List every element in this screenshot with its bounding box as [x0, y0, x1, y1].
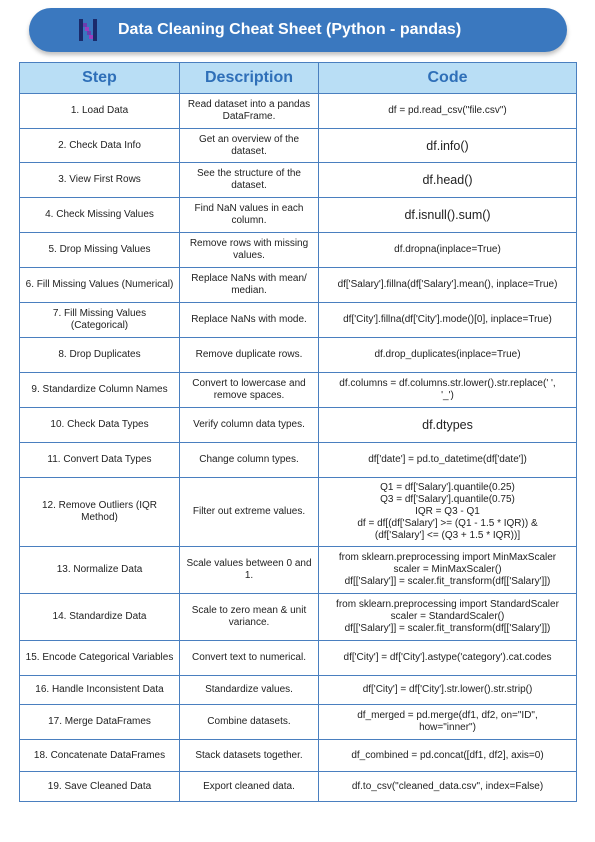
table-row	[20, 641, 577, 676]
code-cell	[319, 408, 577, 443]
step-cell: 8. Drop Duplicates	[20, 338, 180, 373]
code-cell	[319, 268, 577, 303]
table-row	[20, 676, 577, 705]
code-line: how="inner")	[419, 722, 476, 733]
table-row	[20, 233, 577, 268]
code-line: from sklearn.preprocessing import StandardScaler	[336, 599, 559, 610]
description-cell: Change column types.	[180, 443, 319, 478]
page-title: Data Cleaning Cheat Sheet (Python - pandas)	[118, 21, 462, 38]
table-row	[20, 338, 577, 373]
code-cell	[319, 233, 577, 268]
table-row	[20, 163, 577, 198]
table-row	[20, 547, 577, 594]
table-row	[20, 478, 577, 547]
code-cell	[319, 772, 577, 802]
code-cell	[319, 478, 577, 547]
code-cell	[319, 705, 577, 740]
table-row	[20, 198, 577, 233]
code-line: df = df[(df['Salary'] >= (Q1 - 1.5 * IQR)) &	[357, 518, 538, 529]
step-cell: 5. Drop Missing Values	[20, 233, 180, 268]
code-line: Q3 = df['Salary'].quantile(0.75)	[380, 494, 515, 505]
code-line: df.head()	[422, 173, 473, 187]
description-cell: Verify column data types.	[180, 408, 319, 443]
code-line: IQR = Q3 - Q1	[415, 506, 480, 517]
code-line: scaler = MinMaxScaler()	[393, 564, 502, 575]
code-line: df['City'] = df['City'].astype('category').cat.codes	[343, 652, 552, 663]
description-cell: See the structure of the dataset.	[180, 163, 319, 198]
code-cell	[319, 676, 577, 705]
code-cell	[319, 303, 577, 338]
step-cell: 4. Check Missing Values	[20, 198, 180, 233]
code-line: df[['Salary']] = scaler.fit_transform(df[['Salary']])	[344, 623, 551, 634]
step-cell: 10. Check Data Types	[20, 408, 180, 443]
description-cell: Scale values between 0 and 1.	[180, 547, 319, 594]
code-line: scaler = StandardScaler()	[390, 611, 505, 622]
code-cell	[319, 129, 577, 163]
step-cell: 9. Standardize Column Names	[20, 373, 180, 408]
code-line: (df['Salary'] <= (Q3 + 1.5 * IQR))]	[374, 530, 521, 541]
cheat-sheet-table	[19, 62, 577, 802]
description-cell: Read dataset into a pandas DataFrame.	[180, 94, 319, 129]
column-header-code: Code	[319, 63, 577, 94]
code-line: df_merged = pd.merge(df1, df2, on="ID",	[357, 710, 538, 721]
code-line: df.info()	[426, 138, 469, 153]
code-cell	[319, 163, 577, 198]
description-cell: Get an overview of the dataset.	[180, 129, 319, 163]
table-row	[20, 594, 577, 641]
table-header-row	[20, 63, 577, 94]
table-row	[20, 268, 577, 303]
table-row	[20, 129, 577, 163]
title-banner	[29, 8, 567, 52]
code-cell	[319, 740, 577, 772]
code-line: df['Salary'].fillna(df['Salary'].mean(), inplace=True)	[337, 279, 558, 290]
code-cell	[319, 547, 577, 594]
table-row	[20, 705, 577, 740]
table-row	[20, 303, 577, 338]
step-cell: 12. Remove Outliers (IQR Method)	[20, 478, 180, 547]
description-cell: Find NaN values in each column.	[180, 198, 319, 233]
code-line: df.isnull().sum()	[404, 208, 491, 222]
step-cell: 7. Fill Missing Values (Categorical)	[20, 303, 180, 338]
step-cell: 2. Check Data Info	[20, 129, 180, 163]
code-line: df.dtypes	[422, 418, 473, 432]
code-line: df.drop_duplicates(inplace=True)	[374, 349, 521, 360]
step-cell: 17. Merge DataFrames	[20, 705, 180, 740]
step-cell: 6. Fill Missing Values (Numerical)	[20, 268, 180, 303]
code-cell	[319, 373, 577, 408]
code-line: df.to_csv("cleaned_data.csv", index=False)	[351, 780, 544, 792]
code-line: from sklearn.preprocessing import MinMaxScaler	[338, 552, 557, 563]
column-header-description: Description	[180, 63, 319, 94]
code-line: df['date'] = pd.to_datetime(df['date'])	[368, 454, 527, 465]
code-line: '_')	[441, 390, 454, 401]
table-row	[20, 94, 577, 129]
step-cell: 14. Standardize Data	[20, 594, 180, 641]
code-cell	[319, 641, 577, 676]
description-cell: Remove rows with missing values.	[180, 233, 319, 268]
table-row	[20, 408, 577, 443]
code-line: df.columns = df.columns.str.lower().str.replace(' ',	[339, 378, 556, 389]
code-cell	[319, 198, 577, 233]
description-cell: Remove duplicate rows.	[180, 338, 319, 373]
code-line: df['City'].fillna(df['City'].mode()[0], inplace=True)	[343, 314, 552, 325]
step-cell: 1. Load Data	[20, 94, 180, 129]
column-header-step: Step	[20, 63, 180, 94]
step-cell: 3. View First Rows	[20, 163, 180, 198]
description-cell: Export cleaned data.	[180, 772, 319, 802]
description-cell: Convert text to numerical.	[180, 641, 319, 676]
step-cell: 11. Convert Data Types	[20, 443, 180, 478]
code-line: Q1 = df['Salary'].quantile(0.25)	[380, 482, 515, 493]
code-line: df['City'] = df['City'].str.lower().str.strip()	[362, 684, 533, 695]
description-cell: Convert to lowercase and remove spaces.	[180, 373, 319, 408]
code-line: df = pd.read_csv("file.csv")	[388, 105, 507, 116]
step-cell: 19. Save Cleaned Data	[20, 772, 180, 802]
description-cell: Standardize values.	[180, 676, 319, 705]
code-line: df.dropna(inplace=True)	[394, 244, 501, 255]
description-cell: Replace NaNs with mean/ median.	[180, 268, 319, 303]
code-cell	[319, 594, 577, 641]
code-cell	[319, 338, 577, 373]
step-cell: 18. Concatenate DataFrames	[20, 740, 180, 772]
table-row	[20, 373, 577, 408]
code-line: df_combined = pd.concat([df1, df2], axis=0)	[351, 749, 544, 761]
step-cell: 15. Encode Categorical Variables	[20, 641, 180, 676]
description-cell: Replace NaNs with mode.	[180, 303, 319, 338]
step-cell: 16. Handle Inconsistent Data	[20, 676, 180, 705]
code-line: df[['Salary']] = scaler.fit_transform(df[['Salary']])	[344, 576, 551, 587]
code-cell	[319, 443, 577, 478]
table-row	[20, 443, 577, 478]
code-cell	[319, 94, 577, 129]
step-cell: 13. Normalize Data	[20, 547, 180, 594]
description-cell: Stack datasets together.	[180, 740, 319, 772]
table-row	[20, 772, 577, 802]
pixel-logo-icon	[79, 19, 97, 41]
description-cell: Combine datasets.	[180, 705, 319, 740]
table-row	[20, 740, 577, 772]
description-cell: Filter out extreme values.	[180, 478, 319, 547]
description-cell: Scale to zero mean & unit variance.	[180, 594, 319, 641]
